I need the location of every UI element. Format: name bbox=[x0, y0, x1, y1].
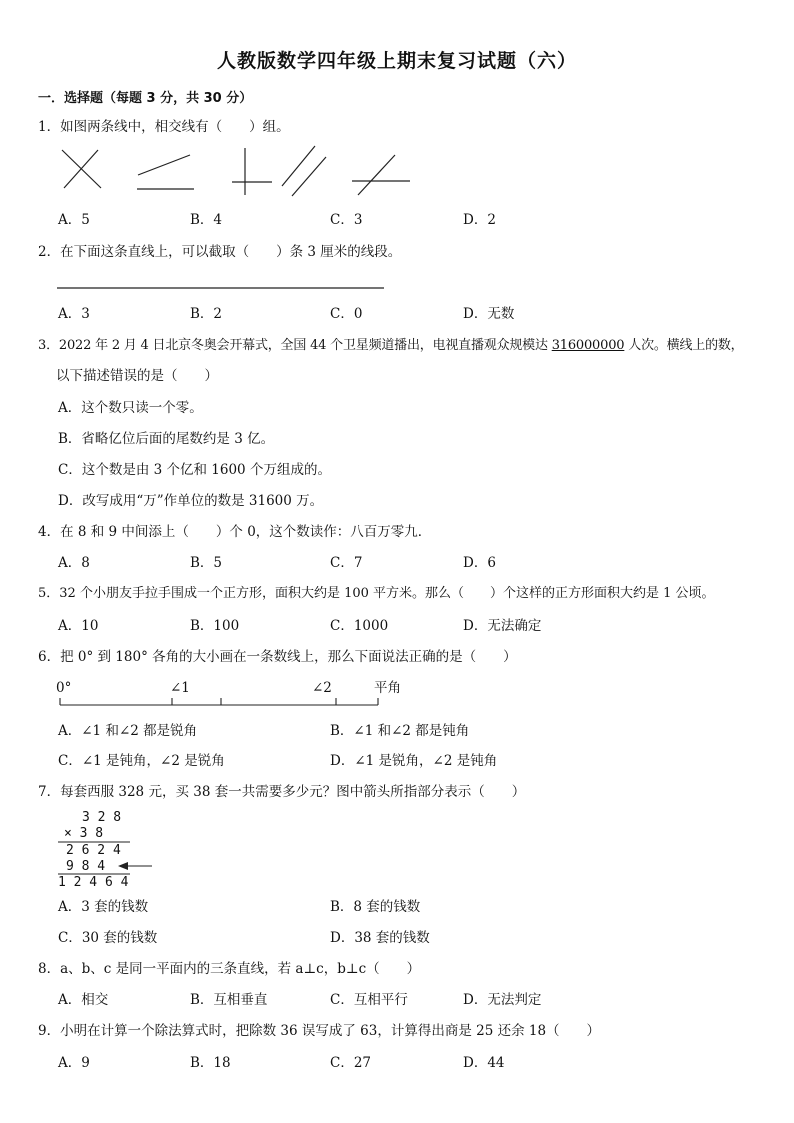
q6-option-c[interactable]: C．∠1 是钝角，∠2 是锐角 bbox=[58, 753, 225, 769]
question-4-stem: 4．在 8 和 9 中间添上（ ）个 0，这个数读作：八百万零九． bbox=[38, 524, 432, 540]
q1-option-b[interactable]: B．4 bbox=[190, 212, 223, 228]
question-1-stem: 1．如图两条线中，相交线有（ ）组。 bbox=[38, 119, 290, 135]
question-2-stem: 2．在下面这条直线上，可以截取（ ）条 3 厘米的线段。 bbox=[38, 244, 402, 260]
q4-option-c[interactable]: C．7 bbox=[330, 555, 363, 571]
q1-option-d[interactable]: D．2 bbox=[463, 212, 496, 228]
question-5-stem: 5．32 个小朋友手拉手围成一个正方形，面积大约是 100 平方米。那么（ ）个这样的正方形面积大约是 1 公顷。 bbox=[38, 586, 715, 601]
q2-option-b[interactable]: B．2 bbox=[190, 306, 223, 322]
question-8-stem: 8．a、b、c 是同一平面内的三条直线，若 a⊥c，b⊥c（ ） bbox=[38, 961, 421, 977]
question-3-stem-line2: 以下描述错误的是（ ） bbox=[56, 368, 218, 384]
q5-option-b[interactable]: B．100 bbox=[190, 618, 240, 634]
arrow-head-icon bbox=[118, 862, 128, 870]
numberline-label-angle1: ∠1 bbox=[170, 680, 190, 696]
calc-row-5: 1 2 4 6 4 bbox=[58, 875, 129, 890]
question-9-stem: 9．小明在计算一个除法算式时，把除数 36 误写成了 63，计算得出商是 25 还余 18（ ） bbox=[38, 1023, 601, 1039]
q3-underlined-number: 316000000 bbox=[551, 338, 625, 353]
q7-option-d[interactable]: D．38 套的钱数 bbox=[330, 930, 430, 946]
q3-option-a[interactable]: A．这个数只读一个零。 bbox=[58, 400, 203, 416]
q6-option-a[interactable]: A．∠1 和∠2 都是锐角 bbox=[58, 723, 198, 739]
q3-stem-part-b: 人次。横线上的数， bbox=[624, 338, 744, 353]
q4-option-a[interactable]: A．8 bbox=[58, 555, 90, 571]
calc-row-4: 9 8 4 bbox=[66, 859, 106, 874]
q5-option-d[interactable]: D．无法确定 bbox=[463, 618, 542, 634]
q7-option-c[interactable]: C．30 套的钱数 bbox=[58, 930, 158, 946]
q1-option-a[interactable]: A．5 bbox=[58, 212, 90, 228]
q3-stem-part-a: 3．2022 年 2 月 4 日北京冬奥会开幕式，全国 44 个卫星频道播出，电视直播观众规模达 bbox=[38, 338, 552, 353]
section-heading: 一．选择题（每题 3 分，共 30 分） bbox=[38, 91, 253, 106]
page-title: 人教版数学四年级上期末复习试题（六） bbox=[216, 50, 577, 72]
calc-row-3: 2 6 2 4 bbox=[66, 843, 121, 858]
q2-option-a[interactable]: A．3 bbox=[58, 306, 90, 322]
q4-option-b[interactable]: B．5 bbox=[190, 555, 223, 571]
q2-option-c[interactable]: C．0 bbox=[330, 306, 363, 322]
q9-option-a[interactable]: A．9 bbox=[58, 1055, 90, 1071]
q3-option-b[interactable]: B．省略亿位后面的尾数约是 3 亿。 bbox=[58, 431, 275, 447]
q7-option-a[interactable]: A．3 套的钱数 bbox=[58, 899, 149, 915]
question-7-stem: 7．每套西服 328 元，买 38 套一共需要多少元？图中箭头所指部分表示（ ） bbox=[38, 784, 526, 800]
q8-option-a[interactable]: A．相交 bbox=[58, 992, 109, 1008]
calc-row-2: × 3 8 bbox=[64, 826, 104, 841]
q9-option-d[interactable]: D．44 bbox=[463, 1055, 505, 1071]
calc-row-1: 3 2 8 bbox=[82, 810, 122, 825]
q9-option-c[interactable]: C．27 bbox=[330, 1055, 372, 1071]
q4-option-d[interactable]: D．6 bbox=[463, 555, 496, 571]
q9-option-b[interactable]: B．18 bbox=[190, 1055, 231, 1071]
q6-option-d[interactable]: D．∠1 是锐角，∠2 是钝角 bbox=[330, 753, 498, 769]
q5-option-a[interactable]: A．10 bbox=[58, 618, 99, 634]
q7-option-b[interactable]: B．8 套的钱数 bbox=[330, 899, 421, 915]
numberline-label-angle2: ∠2 bbox=[312, 680, 332, 696]
question-6-stem: 6．把 0° 到 180° 各角的大小画在一条数线上，那么下面说法正确的是（ ） bbox=[38, 649, 517, 665]
q8-option-c[interactable]: C．互相平行 bbox=[330, 992, 408, 1008]
q1-option-c[interactable]: C．3 bbox=[330, 212, 363, 228]
numberline-label-end: 平角 bbox=[374, 680, 401, 696]
q2-option-d[interactable]: D．无数 bbox=[463, 306, 515, 322]
numberline-label-start: 0° bbox=[56, 680, 72, 696]
q5-option-c[interactable]: C．1000 bbox=[330, 618, 389, 634]
q8-option-b[interactable]: B．互相垂直 bbox=[190, 992, 268, 1008]
q8-option-d[interactable]: D．无法判定 bbox=[463, 992, 542, 1008]
q3-option-c[interactable]: C．这个数是由 3 个亿和 1600 个万组成的。 bbox=[58, 462, 331, 478]
q6-option-b[interactable]: B．∠1 和∠2 都是钝角 bbox=[330, 723, 470, 739]
q3-option-d[interactable]: D．改写成用“万”作单位的数是 31600 万。 bbox=[58, 493, 324, 509]
